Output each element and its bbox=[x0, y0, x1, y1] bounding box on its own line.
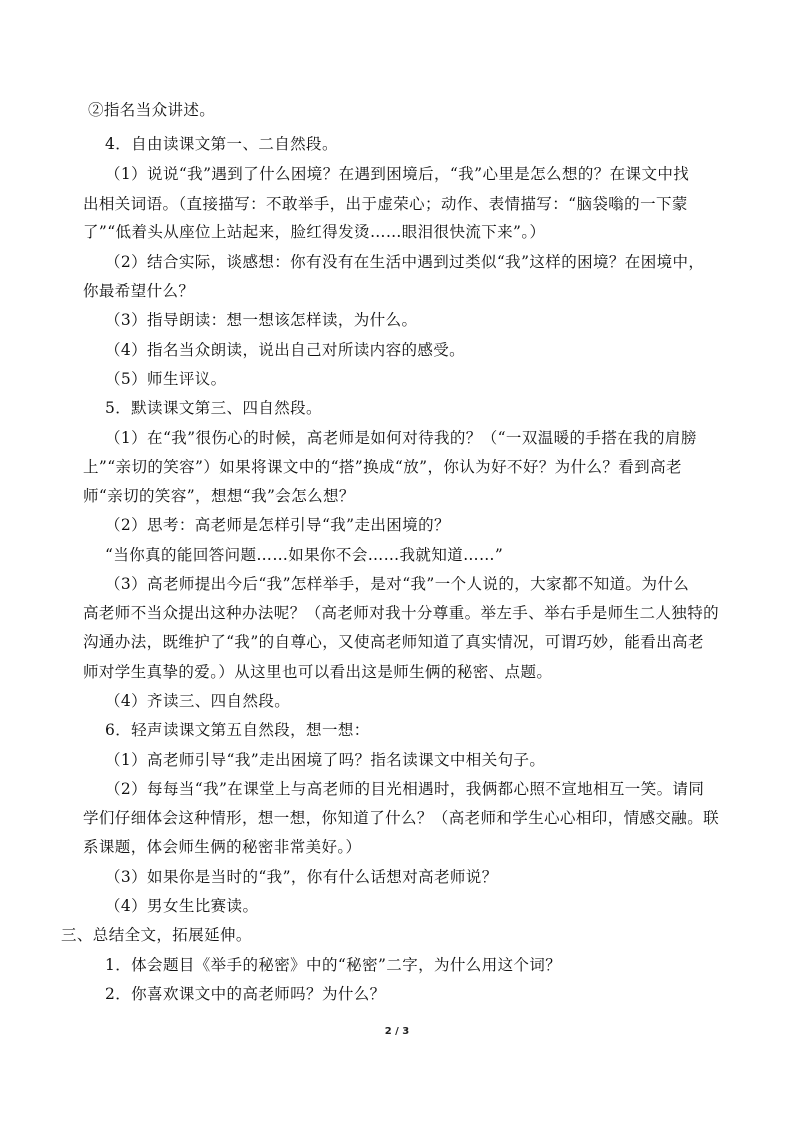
text-line: （2）思考：高老师是怎样引导“我”走出困境的？ bbox=[105, 516, 450, 534]
text-line: （2）结合实际，谈感想：你有没有在生活中遇到过类似“我”这样的困境？在困境中， bbox=[105, 253, 705, 271]
text-line: 上”“亲切的笑容”）如果将课文中的“搭”换成“放”，你认为好不好？为什么？看到高老 bbox=[83, 458, 682, 476]
text-line: （3）如果你是当时的“我”，你有什么话想对高老师说？ bbox=[105, 868, 498, 886]
text-line: （2）每每当“我”在课堂上与高老师的目光相遇时，我俩都心照不宣地相互一笑。请同 bbox=[105, 780, 705, 798]
text-line: （4）男女生比赛读。 bbox=[105, 897, 259, 915]
text-line: 系课题，体会师生俩的秘密非常美好。） bbox=[83, 838, 362, 856]
text-line: 2．你喜欢课文中的高老师吗？为什么？ bbox=[105, 985, 386, 1003]
section-heading: 三、总结全文，拓展延伸。 bbox=[61, 926, 252, 944]
text-line: （3）指导朗读：想一想该怎样读，为什么。 bbox=[105, 311, 418, 329]
text-line: （1）在“我”很伤心的时候，高老师是如何对待我的？（“一双温暖的手搭在我的肩膀 bbox=[105, 429, 697, 447]
text-line: （4）指名当众朗读，说出自己对所读内容的感受。 bbox=[105, 341, 466, 359]
text-line: （5）师生评议。 bbox=[105, 370, 227, 388]
text-line: 高老师不当众提出这种办法呢？（高老师对我十分尊重。举左手、举右手是师生二人独特的 bbox=[83, 604, 720, 622]
text-line: 1．体会题目《举手的秘密》中的“秘密”二字，为什么用这个词？ bbox=[105, 956, 562, 974]
text-line: （3）高老师提出今后“我”怎样举手，是对“我”一个人说的，大家都不知道。为什么 bbox=[105, 575, 690, 593]
text-line: 师“亲切的笑容”，想想“我”会怎么想？ bbox=[83, 487, 355, 505]
text-line: 5．默读课文第三、四自然段。 bbox=[105, 399, 322, 417]
text-line: 了”“低着头从座位上站起来，脸红得发烫……眼泪很快流下来”。） bbox=[83, 223, 546, 241]
text-line: 6．轻声读课文第五自然段，想一想： bbox=[105, 721, 370, 739]
text-line: ②指名当众讲述。 bbox=[88, 101, 216, 119]
text-line: 4．自由读课文第一、二自然段。 bbox=[105, 135, 338, 153]
text-line: （1）说说“我”遇到了什么困境？在遇到困境后，“我”心里是怎么想的？在课文中找 bbox=[105, 165, 690, 183]
text-line: 出相关词语。（直接描写：不敢举手，出于虚荣心；动作、表情描写：“脑袋嗡的一下蒙 bbox=[83, 195, 688, 213]
text-line: （1）高老师引导“我”走出困境了吗？指名读课文中相关句子。 bbox=[105, 751, 546, 769]
text-line: “当你真的能回答问题……如果你不会……我就知道……” bbox=[105, 546, 504, 564]
text-line: 你最希望什么？ bbox=[83, 282, 195, 300]
text-line: 沟通办法，既维护了“我”的自尊心，又使高老师知道了真实情况，可谓巧妙，能看出高老 bbox=[83, 633, 704, 651]
page-number: 2 / 3 bbox=[384, 1026, 410, 1037]
text-line: 学们仔细体会这种情形，想一想，你知道了什么？（高老师和学生心心相印，情感交融。联 bbox=[83, 809, 720, 827]
text-line: （4）齐读三、四自然段。 bbox=[105, 692, 291, 710]
text-line: 师对学生真挚的爱。）从这里也可以看出这是师生俩的秘密、点题。 bbox=[83, 663, 553, 681]
